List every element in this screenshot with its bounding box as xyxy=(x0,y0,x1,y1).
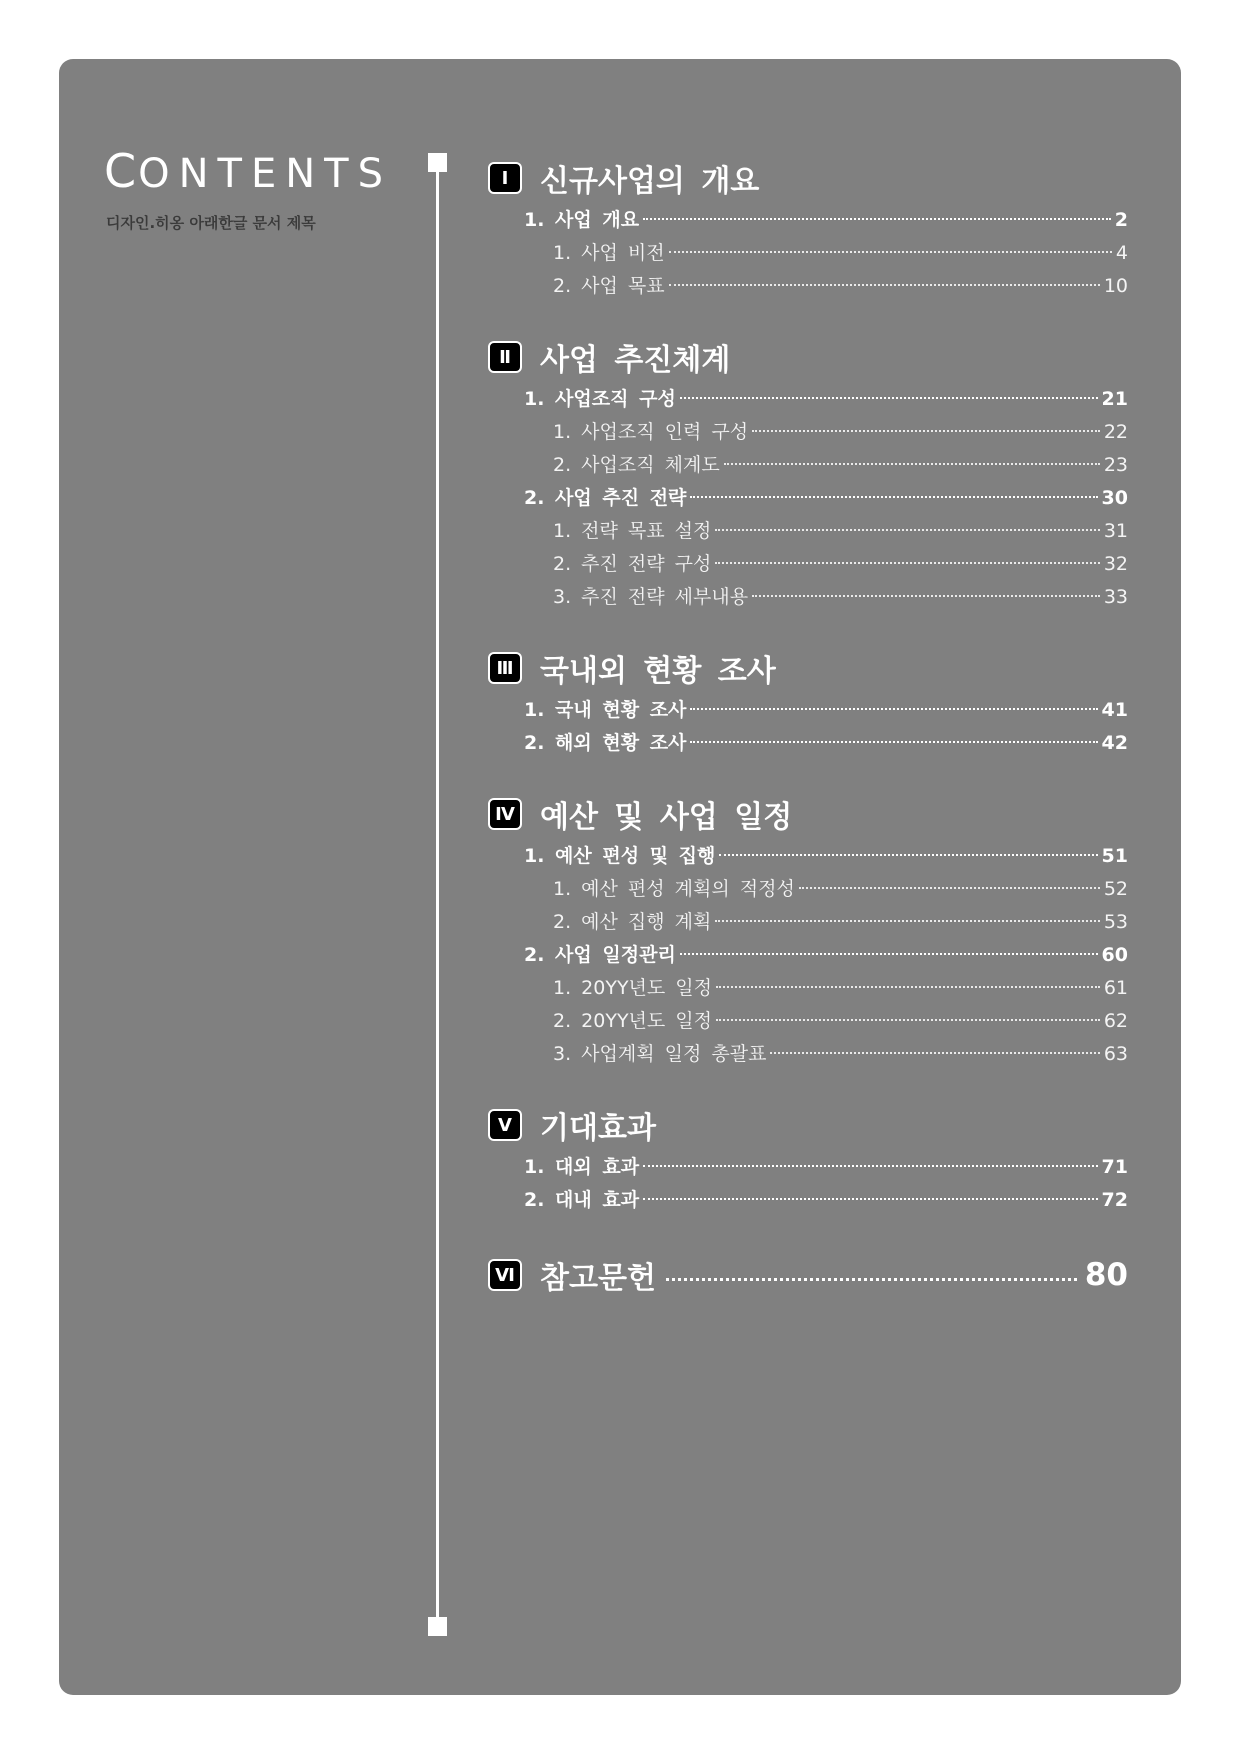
references-title: 참고문헌 xyxy=(540,1261,656,1296)
dot-leader xyxy=(752,430,1100,432)
toc-section xyxy=(488,642,1128,760)
entry-label: 1. 사업 비전 xyxy=(553,242,665,264)
toc-subentry[interactable] xyxy=(488,972,1128,1005)
toc-subentry[interactable] xyxy=(488,581,1128,614)
dot-leader xyxy=(643,1165,1097,1167)
dot-leader xyxy=(799,887,1100,889)
page-number: 41 xyxy=(1101,699,1128,721)
section-title: 예산 및 사업 일정 xyxy=(540,800,793,835)
page-number: 33 xyxy=(1103,586,1128,608)
section-title: 신규사업의 개요 xyxy=(540,164,760,199)
page-number: 80 xyxy=(1084,1257,1128,1293)
toc-subentry[interactable] xyxy=(488,1038,1128,1071)
dot-leader xyxy=(716,1019,1100,1021)
references-entry[interactable] xyxy=(488,1245,1128,1305)
dot-leader xyxy=(680,397,1098,399)
entry-label: 2. 사업조직 체계도 xyxy=(553,454,720,476)
section-heading[interactable] xyxy=(488,642,1128,694)
dot-leader xyxy=(690,708,1097,710)
toc-entry[interactable] xyxy=(488,204,1128,237)
toc-subentry[interactable] xyxy=(488,515,1128,548)
entry-label: 3. 추진 전략 세부내용 xyxy=(553,586,749,608)
page-number: 22 xyxy=(1103,421,1128,443)
section-title: 국내외 현황 조사 xyxy=(540,654,776,689)
entry-label: 2. 사업 목표 xyxy=(553,275,665,297)
table-of-contents xyxy=(488,152,1128,1305)
contents-title-initial: C xyxy=(104,144,139,198)
entry-label: 1. 예산 편성 계획의 적정성 xyxy=(553,878,795,900)
dot-leader xyxy=(680,953,1098,955)
entry-label: 2. 추진 전략 구성 xyxy=(553,553,712,575)
page-number: 4 xyxy=(1115,242,1128,264)
page-number: 60 xyxy=(1101,944,1128,966)
section-numeral-badge: Ⅲ xyxy=(488,652,522,684)
section-heading[interactable] xyxy=(488,331,1128,383)
page-number: 10 xyxy=(1103,275,1128,297)
page-number: 53 xyxy=(1103,911,1128,933)
timeline-divider xyxy=(436,160,439,1624)
toc-subentry[interactable] xyxy=(488,873,1128,906)
dot-leader xyxy=(752,595,1100,597)
contents-title-rest: ONTENTS xyxy=(138,151,392,197)
page-number: 42 xyxy=(1101,732,1128,754)
dot-leader xyxy=(715,529,1099,531)
toc-entry[interactable] xyxy=(488,840,1128,873)
dot-leader xyxy=(666,1278,1077,1281)
entry-label: 1. 대외 효과 xyxy=(524,1156,640,1178)
contents-title xyxy=(104,146,392,199)
toc-subentry[interactable] xyxy=(488,270,1128,303)
entry-label: 1. 국내 현황 조사 xyxy=(524,699,687,721)
dot-leader xyxy=(715,562,1099,564)
entry-label: 2. 사업 추진 전략 xyxy=(524,487,687,509)
entry-label: 1. 전략 목표 설정 xyxy=(553,520,712,542)
toc-entry[interactable] xyxy=(488,939,1128,972)
toc-subentry[interactable] xyxy=(488,548,1128,581)
entry-label: 1. 사업 개요 xyxy=(524,209,640,231)
toc-section xyxy=(488,152,1128,303)
page-number: 31 xyxy=(1103,520,1128,542)
section-title: 기대효과 xyxy=(540,1111,656,1146)
dot-leader xyxy=(669,284,1100,286)
entry-label: 2. 대내 효과 xyxy=(524,1189,640,1211)
dot-leader xyxy=(724,463,1100,465)
toc-entry[interactable] xyxy=(488,1184,1128,1217)
toc-subentry[interactable] xyxy=(488,906,1128,939)
page-number: 61 xyxy=(1103,977,1128,999)
entry-label: 2. 해외 현황 조사 xyxy=(524,732,687,754)
toc-subentry[interactable] xyxy=(488,449,1128,482)
section-numeral-badge: Ⅴ xyxy=(488,1109,522,1141)
section-title: 사업 추진체계 xyxy=(540,343,731,378)
toc-subentry[interactable] xyxy=(488,1005,1128,1038)
page-number: 52 xyxy=(1103,878,1128,900)
toc-section xyxy=(488,331,1128,614)
section-numeral-badge: Ⅵ xyxy=(488,1259,522,1291)
entry-label: 2. 예산 집행 계획 xyxy=(553,911,712,933)
section-heading[interactable] xyxy=(488,152,1128,204)
toc-entry[interactable] xyxy=(488,1151,1128,1184)
toc-entry[interactable] xyxy=(488,482,1128,515)
dot-leader xyxy=(690,741,1097,743)
entry-label: 2. 20YY년도 일정 xyxy=(553,1010,713,1032)
dot-leader xyxy=(715,920,1099,922)
section-heading[interactable] xyxy=(488,1099,1128,1151)
page-number: 72 xyxy=(1101,1189,1128,1211)
section-numeral-badge: Ⅰ xyxy=(488,162,522,194)
toc-entry[interactable] xyxy=(488,694,1128,727)
document-subtitle: 디자인.히옹 아래한글 문서 제목 xyxy=(106,214,316,232)
entry-label: 3. 사업계획 일정 총괄표 xyxy=(553,1043,767,1065)
entry-label: 1. 사업조직 인력 구성 xyxy=(553,421,749,443)
toc-subentry[interactable] xyxy=(488,416,1128,449)
toc-entry[interactable] xyxy=(488,727,1128,760)
entry-label: 2. 사업 일정관리 xyxy=(524,944,676,966)
toc-section xyxy=(488,1099,1128,1217)
page-number: 63 xyxy=(1103,1043,1128,1065)
page-number: 23 xyxy=(1103,454,1128,476)
dot-leader xyxy=(643,218,1111,220)
toc-subentry[interactable] xyxy=(488,237,1128,270)
divider-top-square xyxy=(428,153,447,172)
page-number: 2 xyxy=(1114,209,1128,231)
page-number: 71 xyxy=(1101,1156,1128,1178)
entry-label: 1. 예산 편성 및 집행 xyxy=(524,845,716,867)
page-number: 62 xyxy=(1103,1010,1128,1032)
entry-label: 1. 20YY년도 일정 xyxy=(553,977,713,999)
dot-leader xyxy=(643,1198,1097,1200)
section-numeral-badge: Ⅳ xyxy=(488,798,522,830)
dot-leader xyxy=(770,1052,1099,1054)
entry-label: 1. 사업조직 구성 xyxy=(524,388,676,410)
page-number: 21 xyxy=(1101,388,1128,410)
page-number: 51 xyxy=(1101,845,1128,867)
toc-section xyxy=(488,788,1128,1071)
page-number: 32 xyxy=(1103,553,1128,575)
dot-leader xyxy=(716,986,1100,988)
dot-leader xyxy=(669,251,1112,253)
section-numeral-badge: Ⅱ xyxy=(488,341,522,373)
page-number: 30 xyxy=(1101,487,1128,509)
section-heading[interactable] xyxy=(488,788,1128,840)
dot-leader xyxy=(690,496,1097,498)
toc-entry[interactable] xyxy=(488,383,1128,416)
dot-leader xyxy=(719,854,1097,856)
divider-bottom-square xyxy=(428,1617,447,1636)
